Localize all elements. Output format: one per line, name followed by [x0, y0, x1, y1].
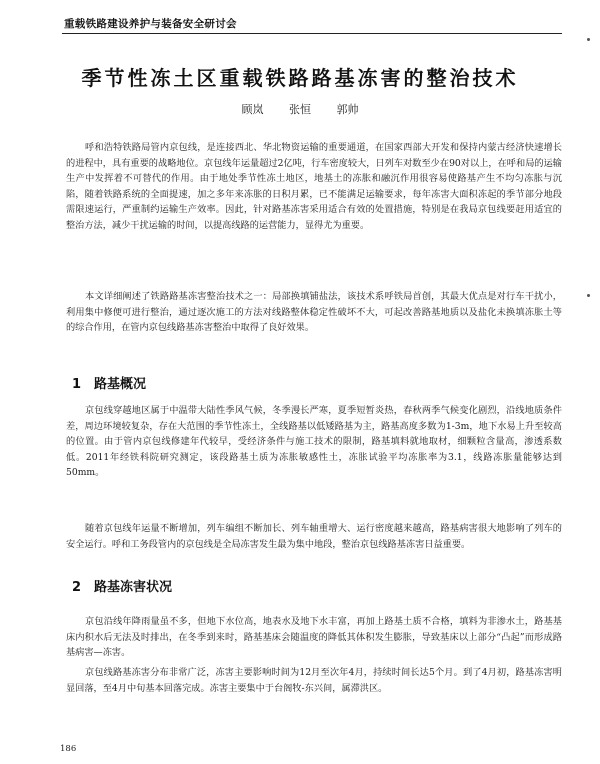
- running-header: 重载铁路建设养护与装备安全研讨会: [64, 18, 237, 30]
- body-paragraph: 随着京包线年运量不断增加，列车编组不断加长、列车轴重增大、运行密度越来越高，路基病害很大地影响了列车的安全运行。呼和工务段管内的京包线是全局冻害发生最为集中地段，整治京包线路基冻害日益重要。: [66, 523, 562, 550]
- body-paragraph: 京包线穿越地区属于中温带大陆性季风气候，冬季漫长严寒，夏季短暂炎热，春秋两季气候变化剧烈，沿线地质条件差，周边环境较复杂，存在大范围的季节性冻土，全线路基以低矮路基为主，路基高度多数为1-3m，地下水易上升至较高的位置。由于管内京包线修建年代较早，受经济条件与施工技术的限制，路基填料就地取材，细颗粒含量高，渗透系数低。2011年经铁科院研究测定，该段路基土质为冻胀敏感性土，冻胀试验平均冻胀率为3.1，线路冻胀量能够达到50mm。: [66, 405, 562, 479]
- author-list: [0, 101, 600, 117]
- section-number: 2: [72, 580, 82, 595]
- intro-paragraph: 本文详细阐述了铁路路基冻害整治技术之一：局部换填铺盐法，该技术系呼铁局首创，其最大优点是对行车干扰小，利用集中修便可进行整治，通过逐次施工的方法对线路整体稳定性破坏不大，可起改善路基地质以及盐化未换填冻胀土等的综合作用，在管内京包线路基冻害整治中取得了良好效果。: [66, 291, 562, 334]
- scan-speck: [587, 38, 590, 41]
- section-heading: [72, 576, 172, 595]
- author-name: 顾岚: [241, 103, 264, 116]
- body-paragraph: 京包线路基冻害分布非常广泛，冻害主要影响时间为12月至次年4月，持续时间长达5个月。到了4月初，路基冻害明显回落，至4月中旬基本回落完成。冻害主要集中于台阁牧-东兴间，属滞洪区。: [66, 667, 562, 694]
- section-heading-text: 路基概况: [94, 377, 147, 392]
- body-paragraph: 京包沿线年降雨量虽不多，但地下水位高，地表水及地下水丰富，再加上路基土质不合格，填料为非渗水土，路基基床内积水后无法及时排出，在冬季到来时，路基基床会随温度的降低其体积发生膨胀，导致基床以上部分“凸起”而形成路基病害—冻害。: [66, 616, 562, 659]
- page-number: 186: [60, 744, 77, 754]
- scan-speck: [587, 294, 590, 297]
- intro-paragraph: 呼和浩特铁路局管内京包线，是连接西北、华北物资运输的重要通道，在国家西部大开发和保持内蒙古经济快速增长的进程中，具有重要的战略地位。京包线年运量超过2亿吨，行车密度较大，日列车对数至少在90对以上，在呼和局的运输生产中发挥着不可替代的作用。由于地处季节性冻土地区，地基土的冻胀和融沉作用很容易使路基产生不均匀冻胀与沉陷，随着铁路系统的全面提速，加之多年来冻胀的日积月累，已不能满足运输要求，每年冻害大面积冻起的季节部分地段需限速运行，严重制约运输生产效率。因此，针对路基冻害采用适合有效的处置措施，特别是在我局京包线要赶用适宜的整治方法，减少干扰运输的时间，以提高线路的运营能力，显得尤为重要。: [66, 142, 562, 231]
- section-heading: [72, 373, 146, 392]
- author-name: 郭帅: [336, 103, 359, 116]
- header-rule: [62, 33, 562, 34]
- section-number: 1: [72, 377, 82, 392]
- author-name: 张恒: [289, 103, 311, 116]
- article-title: 季节性冻土区重载铁路路基冻害的整治技术: [81, 66, 519, 90]
- section-heading-text: 路基冻害状况: [94, 580, 173, 595]
